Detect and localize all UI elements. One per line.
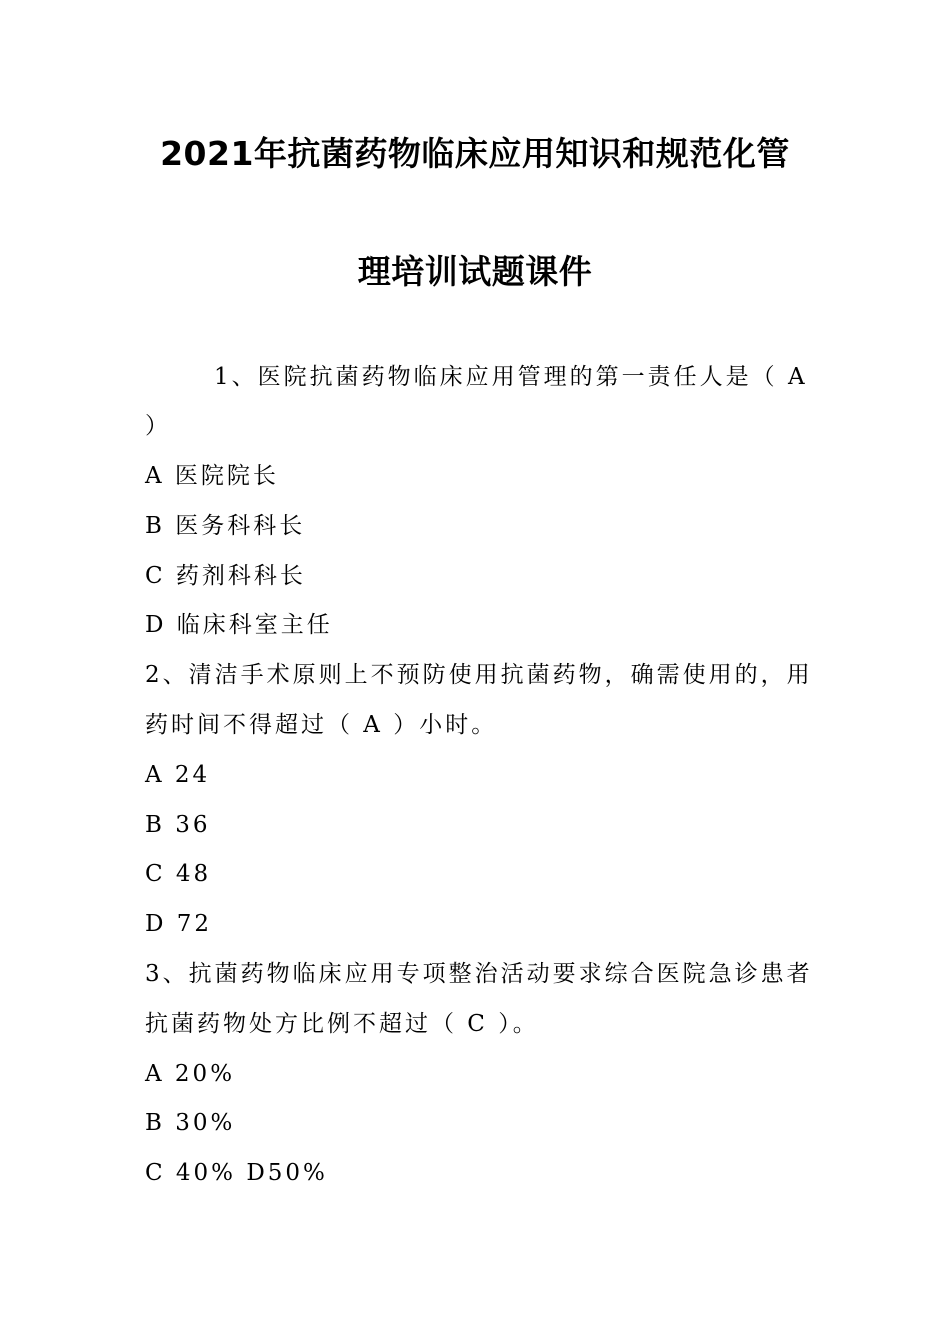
question-2-option-d: D 72: [145, 911, 213, 937]
question-1-option-d: D 临床科室主任: [145, 612, 333, 638]
question-1-option-c: C 药剂科科长: [145, 563, 306, 589]
question-1-text-cont: ）: [145, 413, 171, 439]
question-3-text: 3、抗菌药物临床应用专项整治活动要求综合医院急诊患者: [145, 961, 813, 987]
question-3-text-cont: 抗菌药物处方比例不超过（ C ）。: [145, 1011, 539, 1037]
question-1-option-b: B 医务科科长: [145, 513, 306, 539]
question-2-option-a: A 24: [145, 762, 211, 788]
question-3-option-c-d: C 40% D50%: [145, 1160, 328, 1186]
question-2-text: 2、清洁手术原则上不预防使用抗菌药物，确需使用的，用: [145, 662, 813, 688]
question-1-text: 1、医院抗菌药物临床应用管理的第一责任人是（ A: [214, 364, 808, 390]
question-2-text-cont: 药时间不得超过（ A ）小时。: [145, 712, 498, 738]
question-2-option-b: B 36: [145, 812, 211, 838]
question-1-option-a: A 医院院长: [145, 463, 279, 489]
question-2-option-c: C 48: [145, 861, 212, 887]
document-title-line-2: 理培训试题课件: [357, 252, 593, 291]
document-title-line-1: 2021年抗菌药物临床应用知识和规范化管: [160, 134, 790, 173]
question-3-option-b: B 30%: [145, 1110, 236, 1136]
question-3-option-a: A 20%: [145, 1061, 236, 1087]
